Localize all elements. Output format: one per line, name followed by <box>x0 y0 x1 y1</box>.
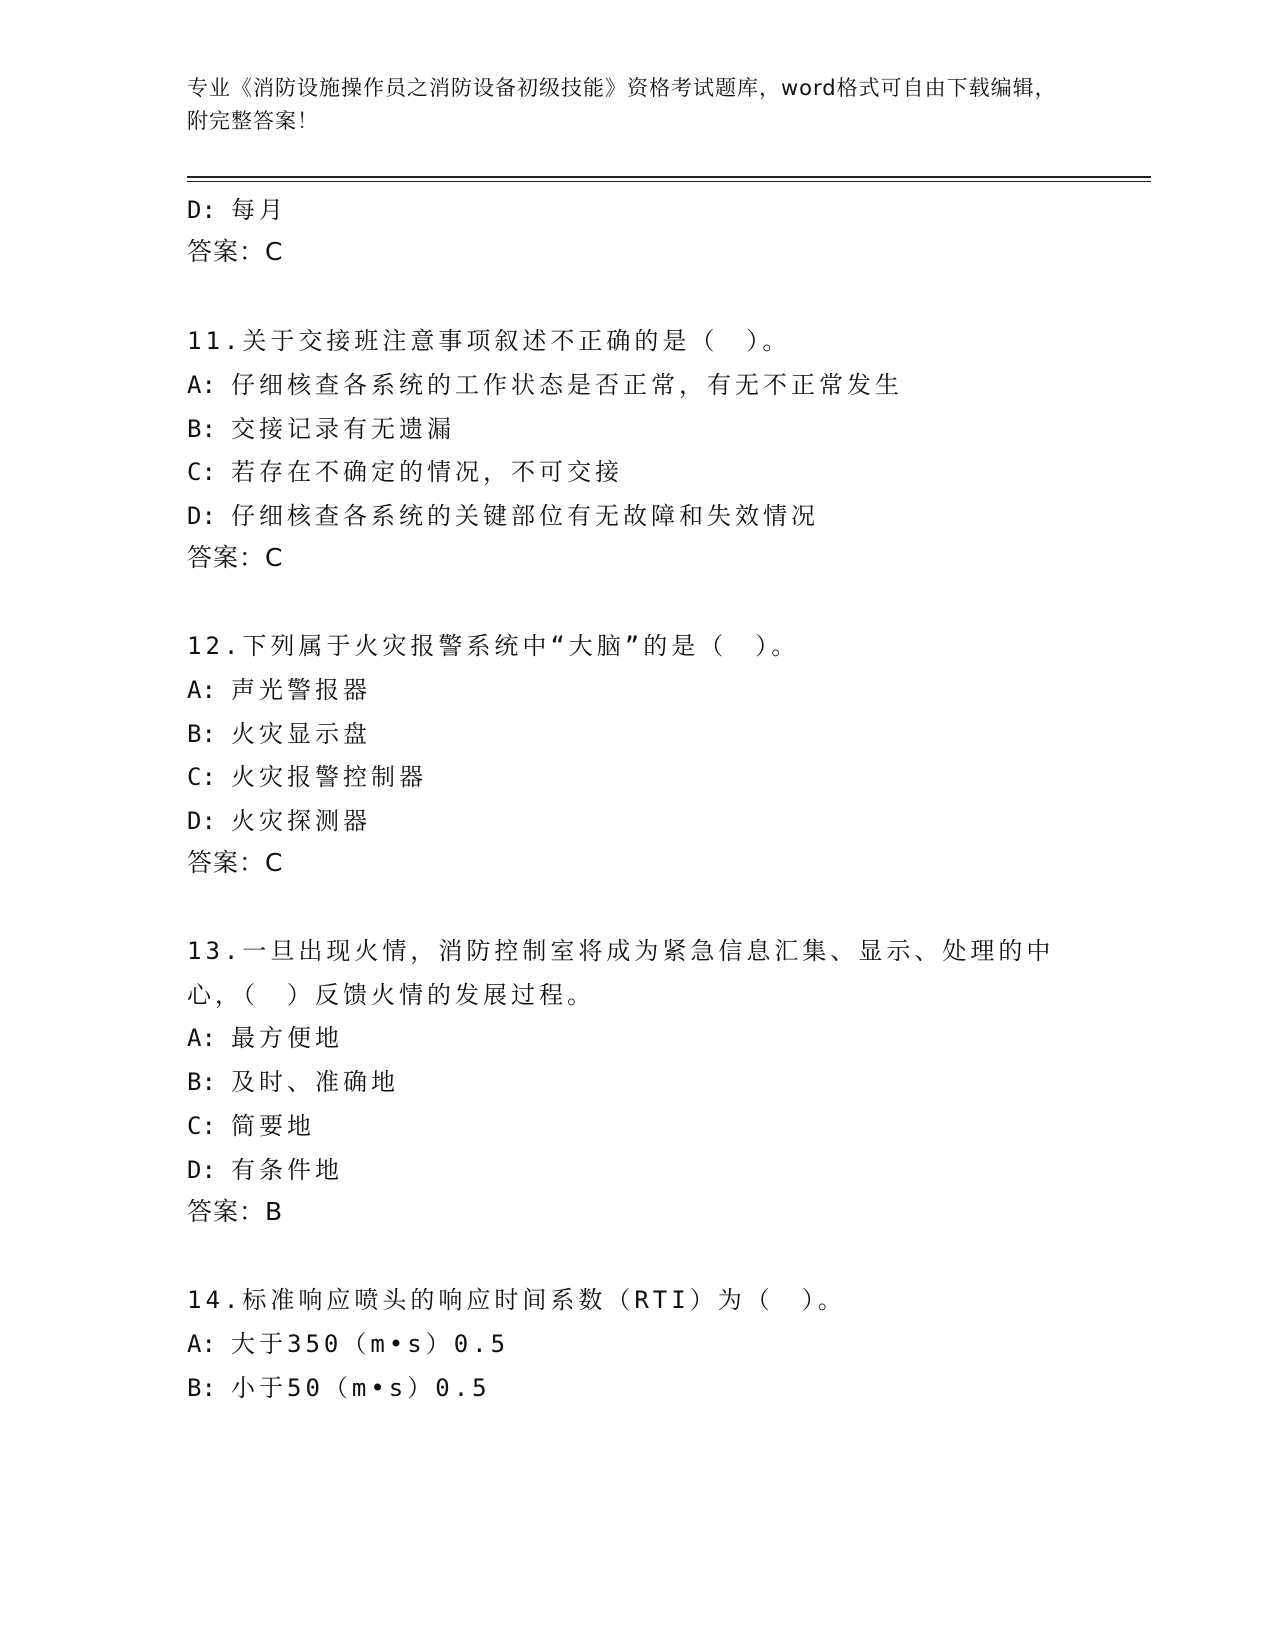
option-c: C: 简要地 <box>187 1112 315 1140</box>
option-a: A: 仔细核查各系统的工作状态是否正常，有无不正常发生 <box>187 371 903 399</box>
option-a: A: 最方便地 <box>187 1024 343 1052</box>
answer: 答案：C <box>187 848 284 877</box>
option-d: D: 火灾探测器 <box>187 807 371 835</box>
header-rule-thin <box>187 181 1151 182</box>
answer: 答案：B <box>187 1197 284 1226</box>
question-stem: 12.下列属于火灾报警系统中“大脑”的是（ ）。 <box>187 632 800 660</box>
option-d: D: 仔细核查各系统的关键部位有无故障和失效情况 <box>187 502 819 530</box>
option-d: D: 有条件地 <box>187 1156 343 1184</box>
question-stem: 14.标准响应喷头的响应时间系数（RTI）为（ ）。 <box>187 1286 846 1314</box>
option-c: C: 火灾报警控制器 <box>187 763 427 791</box>
answer: 答案：C <box>187 237 284 266</box>
option-a: A: 大于350（m•s）0.5 <box>187 1330 510 1358</box>
question-stem-line-2: 心，（ ）反馈火情的发展过程。 <box>187 981 595 1009</box>
option-b: B: 火灾显示盘 <box>187 720 371 748</box>
question-stem-line-1: 13.一旦出现火情，消防控制室将成为紧急信息汇集、显示、处理的中 <box>187 937 1055 965</box>
option-b: B: 小于50（m•s）0.5 <box>187 1374 491 1402</box>
option-b: B: 及时、准确地 <box>187 1068 399 1096</box>
option-b: B: 交接记录有无遗漏 <box>187 415 455 443</box>
page-header: 专业《消防设施操作员之消防设备初级技能》资格考试题库，word格式可自由下载编辑，附完整答案！ <box>187 76 1057 133</box>
option-c: C: 若存在不确定的情况，不可交接 <box>187 458 623 486</box>
option-d: D: 每月 <box>187 196 287 224</box>
header-rule-thick <box>187 176 1151 178</box>
option-a: A: 声光警报器 <box>187 676 371 704</box>
question-stem: 11.关于交接班注意事项叙述不正确的是（ ）。 <box>187 327 791 355</box>
answer: 答案：C <box>187 543 284 572</box>
